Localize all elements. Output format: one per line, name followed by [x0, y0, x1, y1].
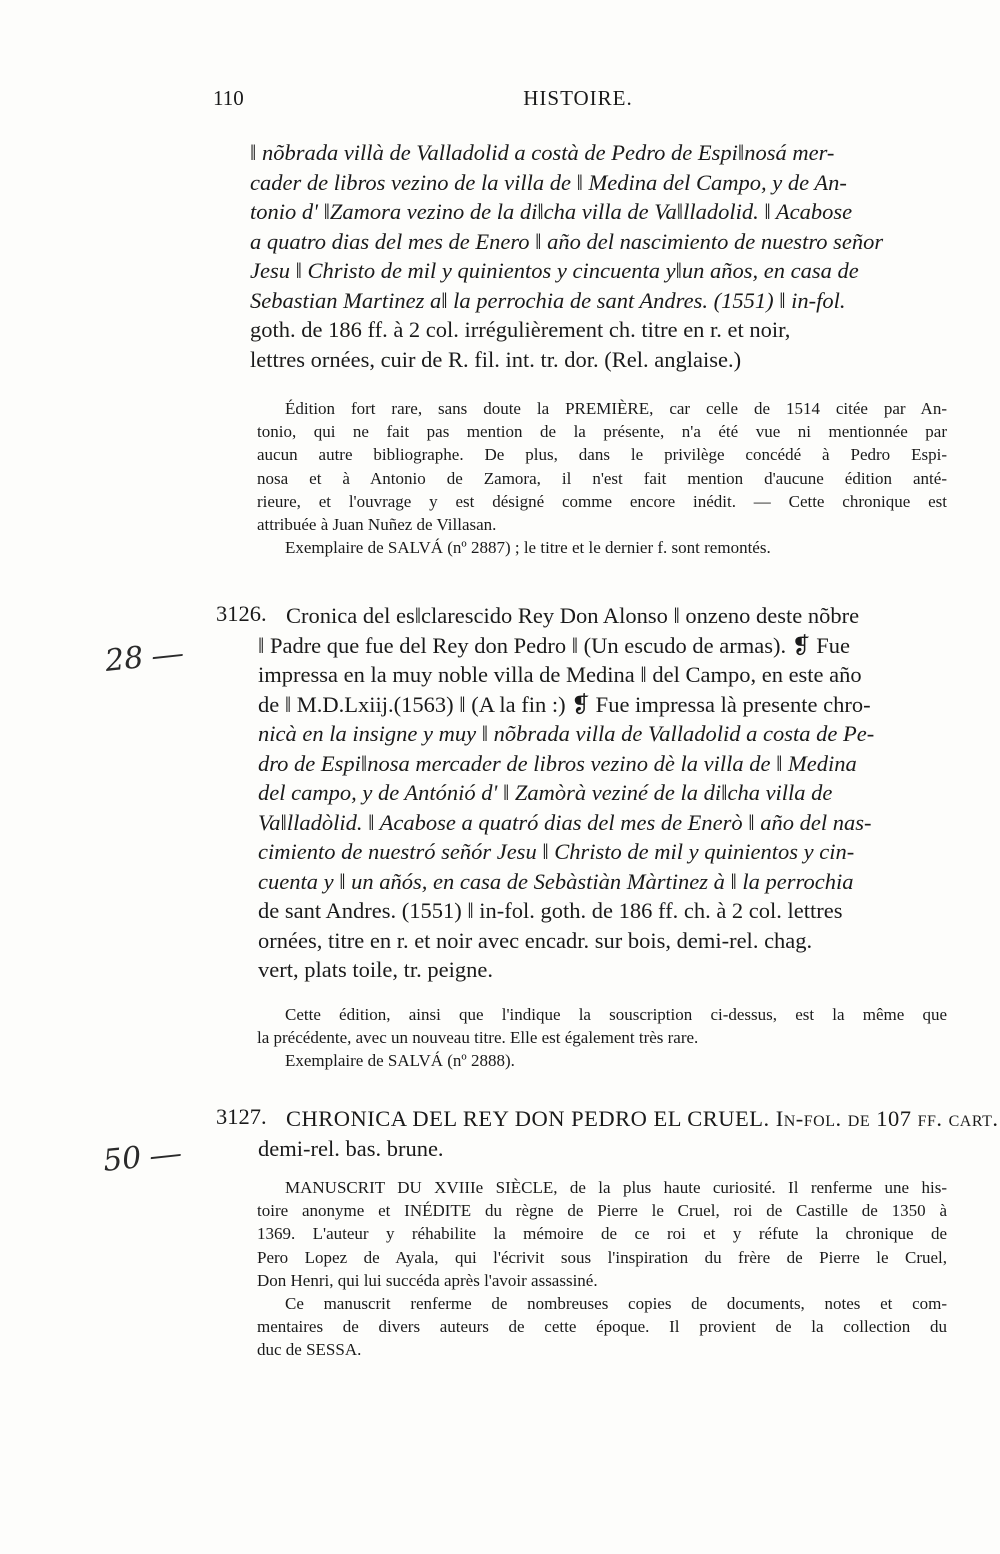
entry-continuation: [250, 138, 950, 374]
entry-3127: [258, 1104, 999, 1163]
note-line: Cette édition, ainsi que l'indique la souscription ci-dessus, est la même que: [285, 1005, 947, 1024]
note-line: Édition fort rare, sans doute la PREMIÈRE, car celle de 1514 citée par An-: [285, 399, 947, 418]
note-line: mentaires de divers auteurs de cette époque. Il provient de la collection du: [257, 1317, 947, 1337]
entry-continuation-notes: [257, 397, 947, 559]
note-line: duc de SESSA.: [257, 1340, 362, 1360]
text-line: nicà en la insigne y muy ‖ nõbrada villa de Valladolid a costa de Pe-: [258, 721, 875, 746]
note-line: MANUSCRIT DU XVIIIe SIÈCLE, de la plus haute curiosité. Il renferme une his-: [285, 1178, 947, 1197]
margin-price-note: 28 ―: [103, 636, 185, 679]
text-line: impressa en la muy noble villa de Medina ‖ del Campo, en este año: [258, 662, 862, 687]
entry-number: 3126.: [216, 601, 267, 626]
text-line: goth. de 186 ff. à 2 col. irrégulièrement ch. titre en r. et noir,: [250, 317, 791, 342]
text-line: ‖ Padre que fue del Rey don Pedro ‖ (Un escudo de armas). ❡ Fue: [258, 632, 850, 658]
page-header: [213, 86, 943, 116]
text-line: de sant Andres. (1551) ‖ in-fol. goth. de 186 ff. ch. à 2 col. lettres: [258, 898, 843, 923]
entry-3126-notes: [257, 1003, 947, 1073]
note-line: Don Henri, qui lui succéda après l'avoir assassiné.: [257, 1270, 598, 1290]
page-number: 110: [213, 86, 244, 110]
text-line: Cronica del es‖clarescido Rey Don Alonso ‖ onzeno deste nõbre: [286, 603, 860, 628]
note-line: attribuée à Juan Nuñez de Villasan.: [257, 515, 497, 535]
entry-number: 3127.: [216, 1104, 267, 1129]
entry-3126: [258, 601, 948, 985]
text-line: Jesu ‖ Christo de mil y quinientos y cincuenta y‖un años, en casa de: [250, 258, 859, 283]
note-line: Exemplaire de SALVÁ (nº 2887) ; le titre et le dernier f. sont remontés.: [285, 538, 771, 558]
entry-3127-notes: [257, 1176, 947, 1362]
text-line: cimiento de nuestró señór Jesu ‖ Christo de mil y quinientos y cin-: [258, 839, 855, 864]
note-line: Exemplaire de SALVÁ (nº 2888).: [285, 1051, 515, 1071]
text-line: vert, plats toile, tr. peigne.: [258, 957, 493, 982]
text-line: a quatro dias del mes de Enero ‖ año del nascimiento de nuestro señor: [250, 228, 884, 254]
text-line: CHRONICA DEL REY DON PEDRO EL CRUEL. In-fol. de 107 ff. cart.: [286, 1106, 999, 1131]
note-line: toire anonyme et INÉDITE du règne de Pierre le Cruel, roi de Castille de 1350 à: [257, 1201, 947, 1221]
note-line: la précédente, avec un nouveau titre. Elle est également très rare.: [257, 1028, 699, 1048]
running-head: HISTOIRE.: [523, 86, 633, 110]
text-line: Va‖lladòlid. ‖ Acabose a quatró dias del mes de Enerò ‖ año del nas-: [258, 809, 872, 835]
text-line: cader de libros vezino de la villa de ‖ Medina del Campo, y de An-: [250, 169, 847, 195]
note-line: rieure, et l'ouvrage y est désigné comme encore inédit. — Cette chronique est: [257, 491, 947, 511]
note-line: Pero Lopez de Ayala, qui l'écrivit sous l'inspiration du frère de Pierre le Cruel,: [257, 1247, 947, 1267]
note-line: tonio, qui ne fait pas mention de la présente, n'a été vue ni mentionnée par: [257, 422, 947, 442]
text-line: del campo, y de Antónió d' ‖ Zamòrà veziné de la di‖cha villa de: [258, 780, 833, 805]
text-line: cuenta y ‖ un añós, en casa de Sebàstiàn Màrtinez à ‖ la perrochia: [258, 868, 854, 894]
text-line: dro de Espi‖nosa mercader de libros vezino dè la villa de ‖ Medina: [258, 750, 857, 776]
text-line: Sebastian Martinez a‖ la perrochia de sant Andres. (1551) ‖ in-fol.: [250, 287, 846, 313]
note-line: 1369. L'auteur y réhabilite la mémoire de ce roi et y réfute la chronique de: [257, 1224, 947, 1244]
text-line: ‖ nõbrada villà de Valladolid a costà de Pedro de Espi‖nosá mer-: [250, 140, 835, 165]
note-line: aucun autre bibliographe. De plus, dans le privilège concédé à Pedro Espi-: [257, 445, 947, 465]
text-line: demi-rel. bas. brune.: [258, 1135, 444, 1161]
text-line: tonio d' ‖Zamora vezino de la di‖cha villa de Va‖lladolid. ‖ Acabose: [250, 199, 853, 224]
text-line: de ‖ M.D.Lxiij.(1563) ‖ (A la fin :) ❡ Fue impressa là presente chro-: [258, 691, 871, 717]
text-line: ornées, titre en r. et noir avec encadr. sur bois, demi-rel. chag.: [258, 927, 813, 953]
text-line: lettres ornées, cuir de R. fil. int. tr. dor. (Rel. anglaise.): [250, 346, 742, 372]
note-line: nosa et à Antonio de Zamora, il n'est fait mention d'aucune édition anté-: [257, 468, 947, 488]
note-line: Ce manuscrit renferme de nombreuses copies de documents, notes et com-: [285, 1294, 947, 1314]
margin-price-note: 50 ―: [101, 1136, 183, 1179]
